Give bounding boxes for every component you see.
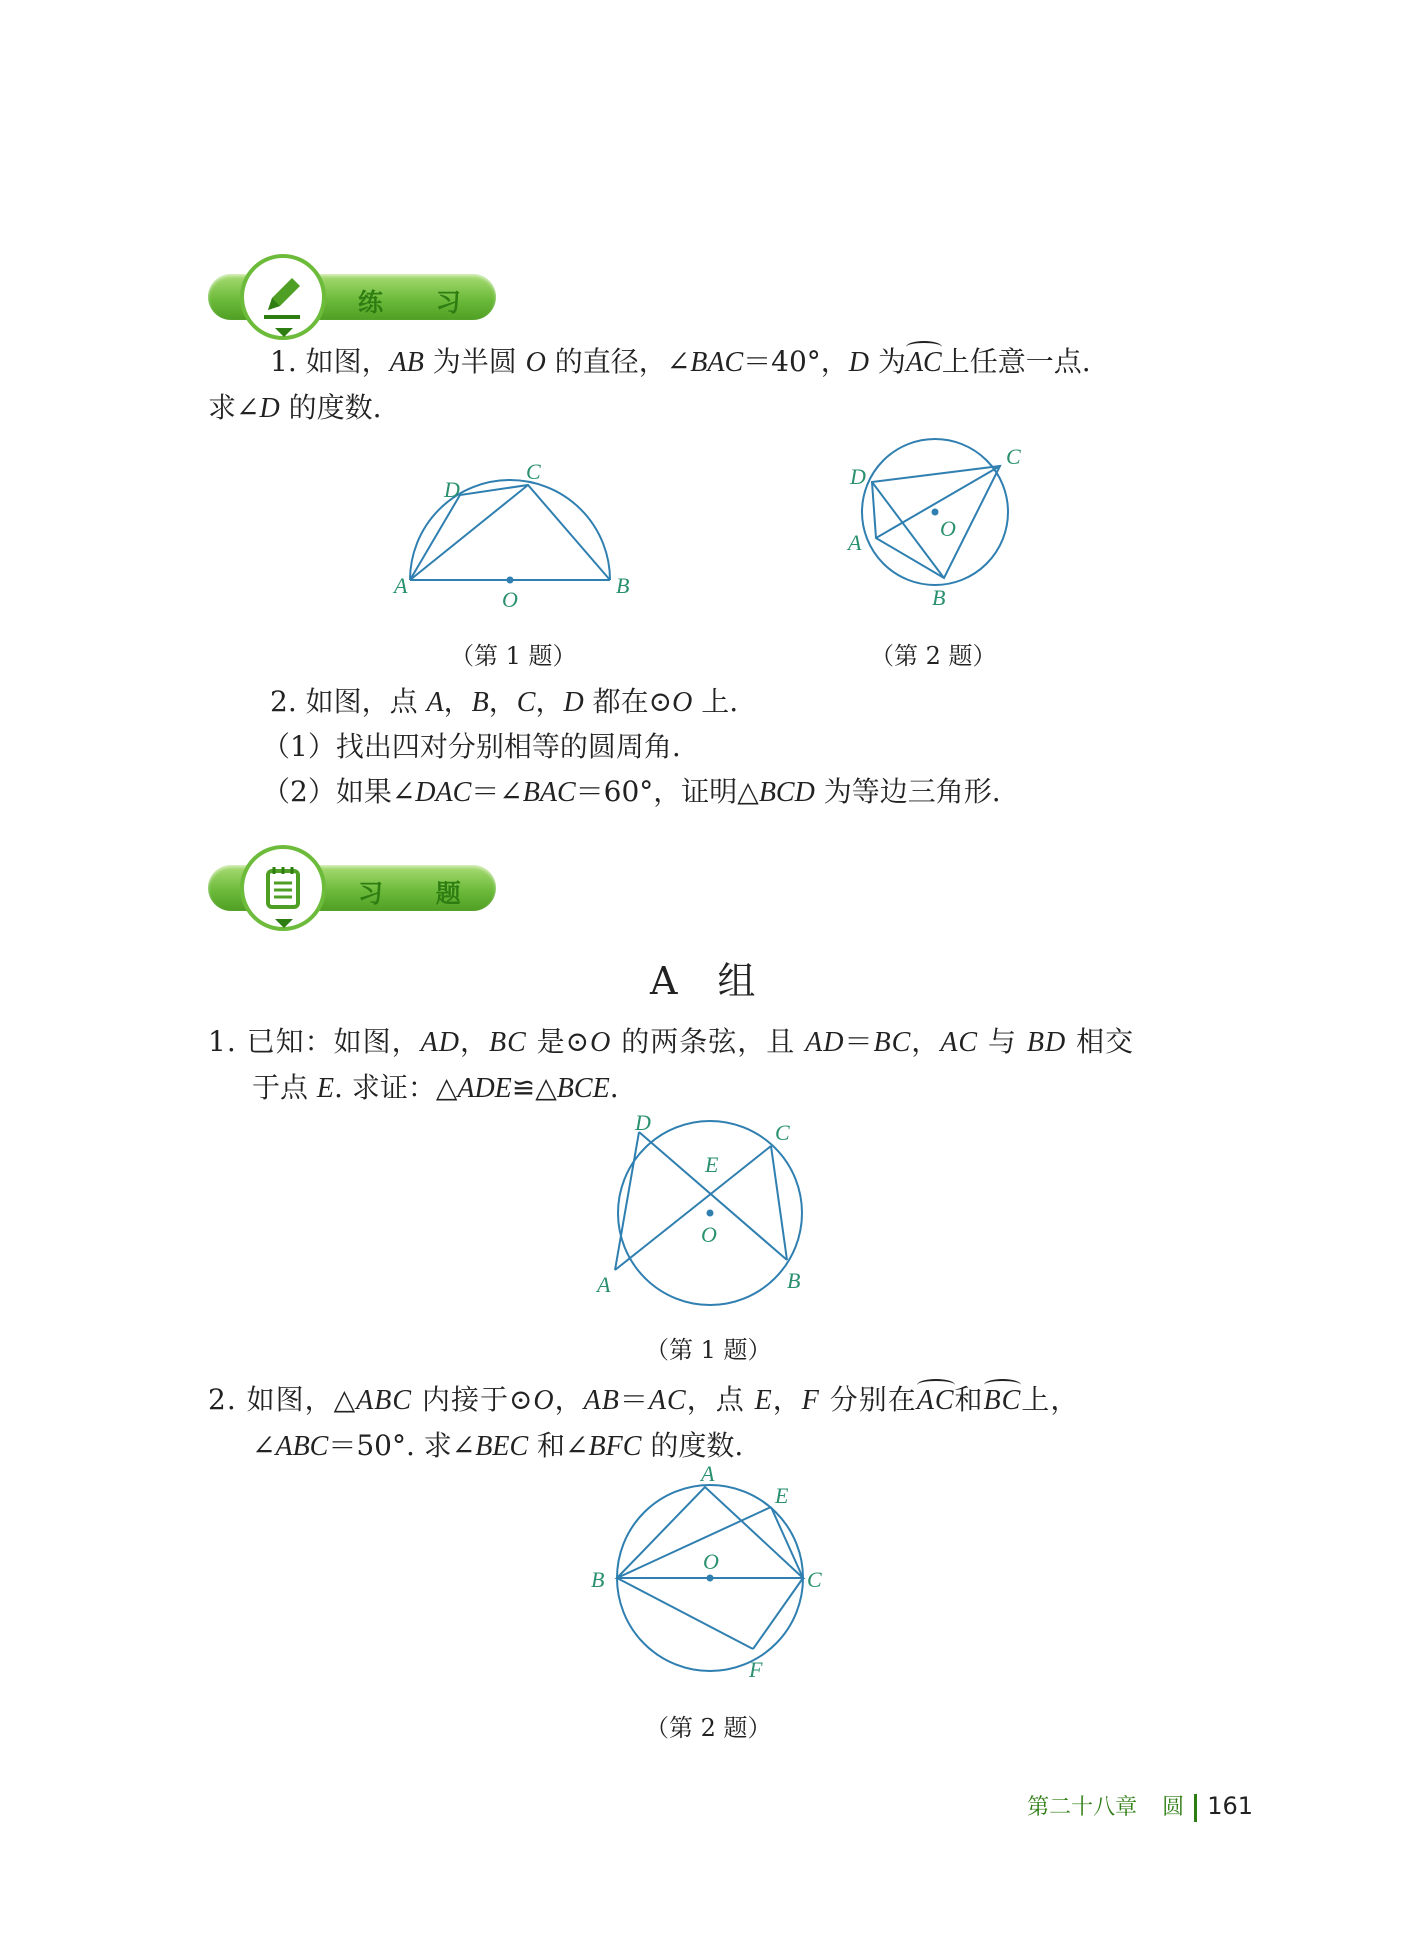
practice-q2-line2: （1）找出四对分别相等的圆周角. <box>262 730 681 763</box>
practice-figure-1 <box>380 455 660 615</box>
exercise-figure-2 <box>585 1465 845 1685</box>
label-D: D <box>444 477 460 502</box>
exercises-banner <box>208 843 498 933</box>
exercise-2-line2: ∠ABC＝50°. 求∠BEC 和∠BFC 的度数. <box>252 1429 744 1462</box>
label-A: A <box>597 1272 611 1297</box>
label-O: O <box>502 587 518 612</box>
practice-q2-line3: （2）如果∠DAC＝∠BAC＝60°，证明△BCD 为等边三角形. <box>262 775 1001 808</box>
group-title: A 组 <box>650 959 770 1003</box>
exercise-caption-2: （第 2 题） <box>645 1714 772 1742</box>
label-C: C <box>1006 444 1021 469</box>
topic-label: 圆 <box>1162 1795 1185 1820</box>
practice-q2-line1: 2. 如图，点 A，B，C，D 都在⊙O 上. <box>270 685 739 718</box>
practice-caption-2: （第 2 题） <box>870 642 997 670</box>
label-B: B <box>787 1268 801 1293</box>
notepad-icon <box>258 863 308 913</box>
label-B: B <box>616 573 630 598</box>
practice-caption-1: （第 1 题） <box>450 642 577 670</box>
exercise-1-line1: 1. 已知：如图，AD，BC 是⊙O 的两条弦，且 AD＝BC，AC 与 BD 相交 <box>208 1025 1135 1058</box>
practice-figure-2 <box>840 430 1040 620</box>
label-O: O <box>701 1222 717 1247</box>
label-C: C <box>807 1567 822 1592</box>
label-A: A <box>848 530 862 555</box>
page-number: 161 <box>1207 1792 1253 1820</box>
label-F: F <box>749 1657 763 1682</box>
chapter-label: 第二十八章 <box>1027 1795 1138 1820</box>
banner-label: 练 习 <box>358 288 483 317</box>
page-footer <box>1027 1790 1253 1822</box>
label-D: D <box>635 1110 651 1135</box>
practice-banner <box>208 252 498 342</box>
label-B: B <box>932 585 946 610</box>
label-E: E <box>705 1152 719 1177</box>
label-A: A <box>394 573 408 598</box>
banner-arrow <box>275 919 293 928</box>
footer-divider <box>1194 1794 1197 1822</box>
exercise-figure-1 <box>595 1110 835 1310</box>
practice-q1-line1: 1. 如图，AB 为半圆 O 的直径，∠BAC＝40°，D 为AC上任意一点. <box>270 345 1091 378</box>
label-E: E <box>775 1483 789 1508</box>
label-O: O <box>940 516 956 541</box>
exercise-2-line1: 2. 如图，△ABC 内接于⊙O，AB＝AC，点 E，F 分别在AC和BC上， <box>208 1383 1080 1416</box>
banner-arrow <box>275 328 293 337</box>
label-B: B <box>591 1567 605 1592</box>
label-A: A <box>701 1465 715 1486</box>
label-D: D <box>850 464 866 489</box>
exercise-caption-1: （第 1 题） <box>645 1336 772 1364</box>
label-C: C <box>775 1120 790 1145</box>
practice-q1-line2: 求∠D 的度数. <box>208 391 382 424</box>
exercise-1-line2: 于点 E. 求证：△ADE≌△BCE. <box>252 1071 619 1104</box>
label-O: O <box>703 1549 719 1574</box>
banner-label: 习 题 <box>358 879 483 908</box>
label-C: C <box>526 459 541 484</box>
pencil-icon <box>258 272 308 322</box>
